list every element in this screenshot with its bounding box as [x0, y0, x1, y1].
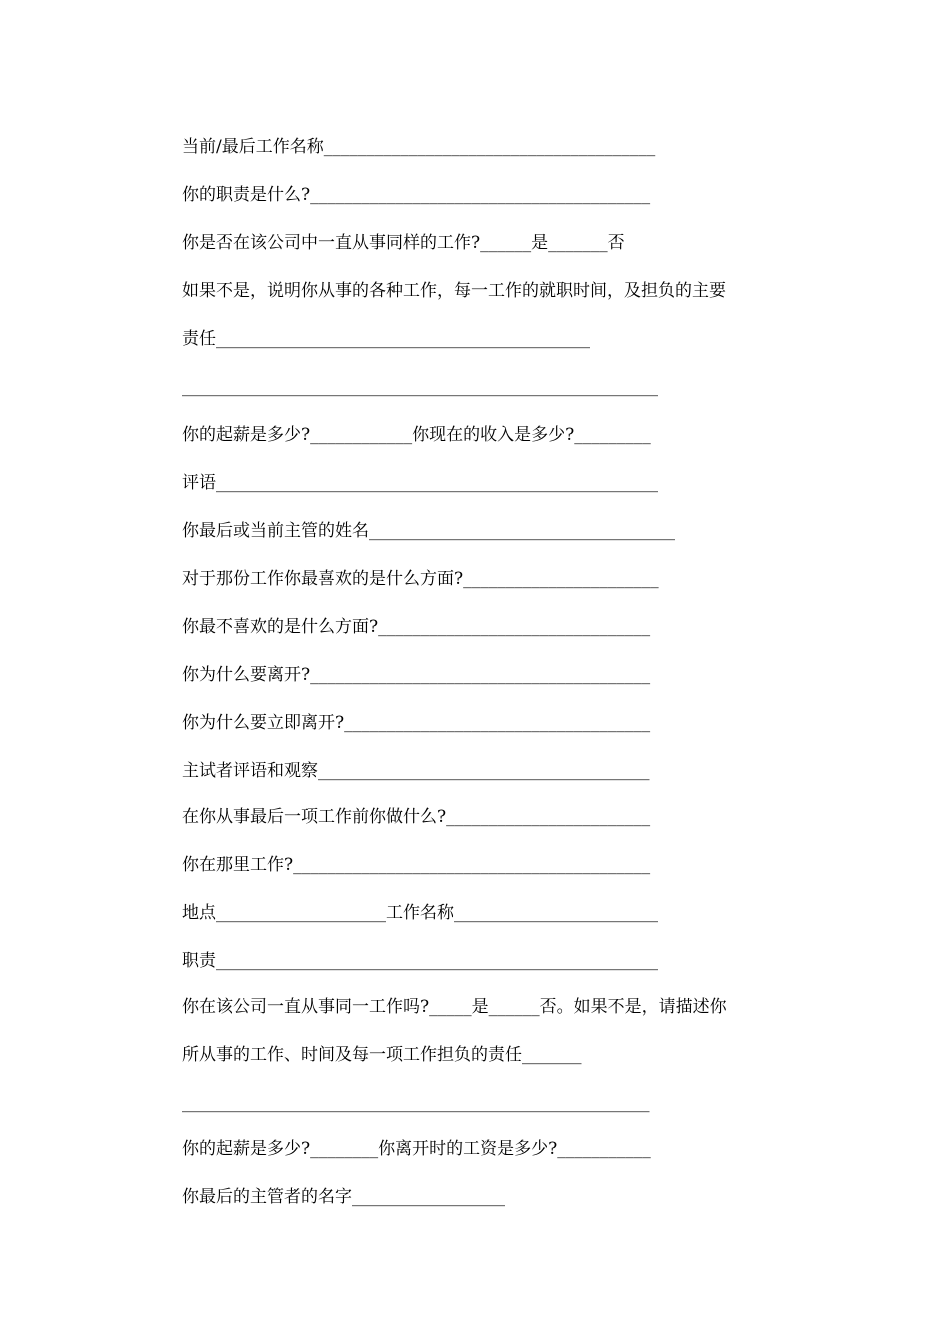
field-comments: 评语____________________________________________________: [182, 473, 658, 493]
field-liked-least: 你最不喜欢的是什么方面?________________________________: [182, 617, 651, 637]
field-supervisor-name: 你最后或当前主管的姓名____________________________________: [182, 521, 675, 541]
field-duties: 你的职责是什么?________________________________________: [182, 185, 651, 205]
field-current-job-title: 当前/最后工作名称_______________________________________: [182, 137, 656, 157]
field-liked-most: 对于那份工作你最喜欢的是什么方面?_______________________: [182, 569, 659, 589]
field-same-job-question-2: 你在该公司一直从事同一工作吗?_____是______否。如果不是，请描述你: [182, 997, 727, 1017]
field-duties-2: 职责____________________________________________________: [182, 951, 658, 971]
field-why-leave-now: 你为什么要立即离开?____________________________________: [182, 713, 651, 733]
field-describe-jobs: 所从事的工作、时间及每一项工作担负的责任_______: [182, 1045, 582, 1065]
field-last-supervisor: 你最后的主管者的名字__________________: [182, 1187, 505, 1207]
field-previous-job: 在你从事最后一项工作前你做什么?________________________: [182, 807, 651, 827]
field-where-worked: 你在那里工作?__________________________________________: [182, 855, 651, 875]
field-salary-2: 你的起薪是多少?________你离开时的工资是多少?___________: [182, 1139, 651, 1159]
field-salary: 你的起薪是多少?____________你现在的收入是多少?_________: [182, 425, 651, 445]
blank-line: ________________________________________________________: [182, 377, 658, 397]
blank-line-2: _______________________________________________________: [182, 1093, 650, 1113]
field-same-job-question: 你是否在该公司中一直从事同样的工作?______是_______否: [182, 233, 625, 253]
field-location-job-title: 地点____________________工作名称________________________: [182, 903, 658, 923]
field-why-leave: 你为什么要离开?________________________________________: [182, 665, 651, 685]
field-responsibilities: 责任____________________________________________: [182, 329, 590, 349]
field-if-not-explain: 如果不是，说明你从事的各种工作，每一工作的就职时间，及担负的主要: [182, 281, 726, 301]
field-interviewer-comments: 主试者评语和观察_______________________________________: [182, 761, 650, 781]
